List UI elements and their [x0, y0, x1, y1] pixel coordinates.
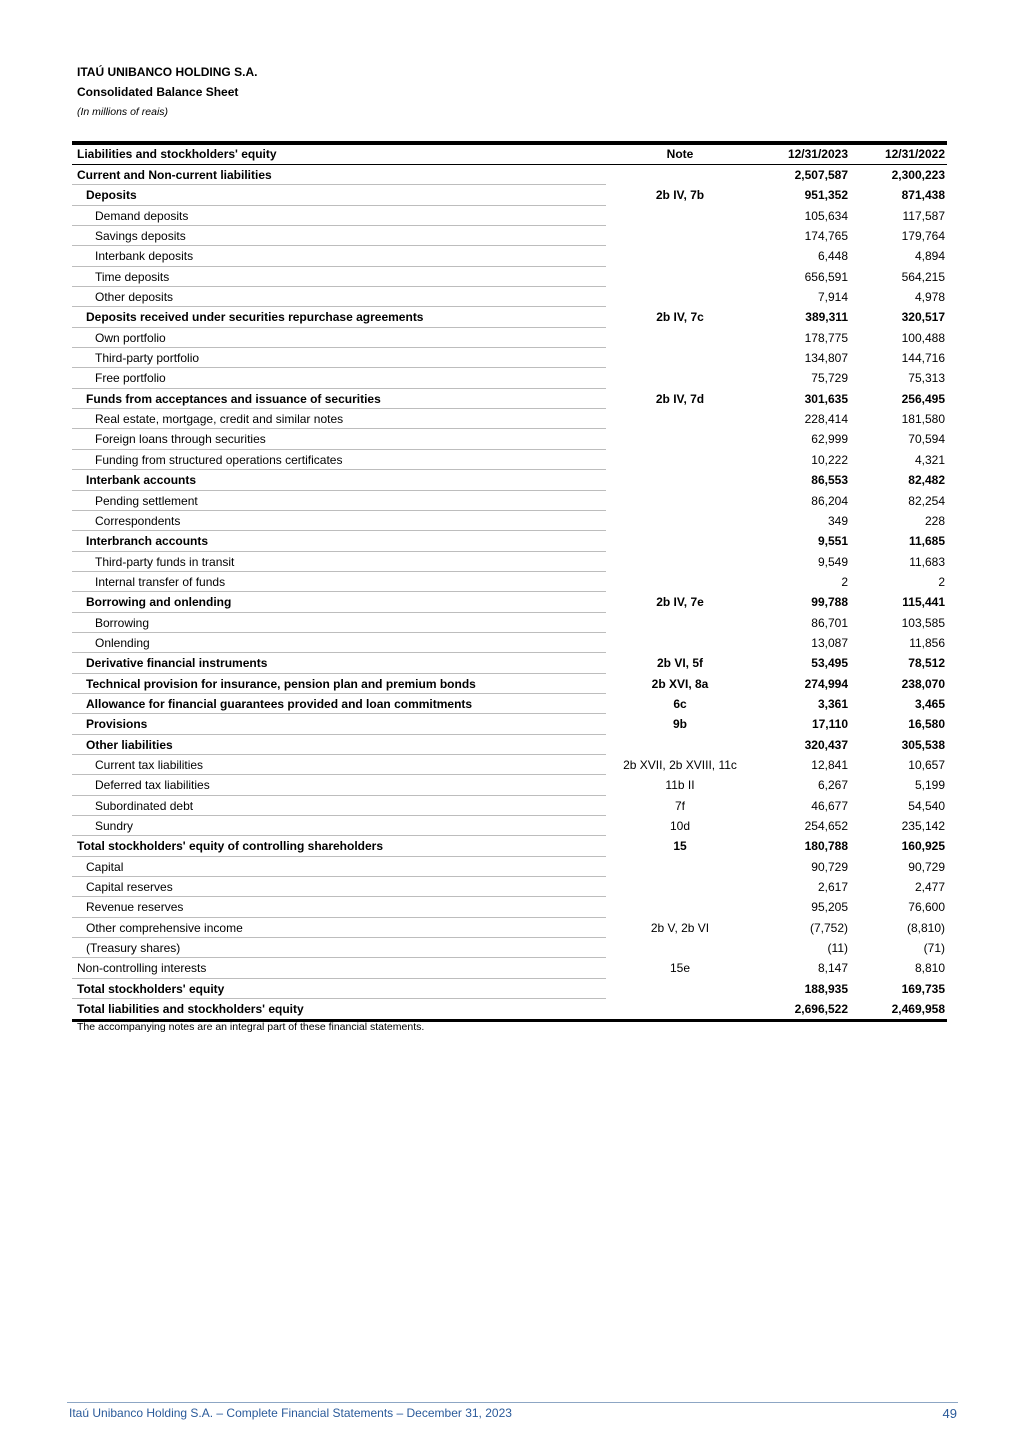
table-body — [72, 165, 947, 1019]
table-row — [72, 816, 947, 836]
row-value-2022: 228 — [924, 513, 945, 528]
row-label: Third-party portfolio — [72, 348, 606, 368]
row-value-2023: 95,205 — [811, 900, 848, 915]
row-label: Total stockholders' equity of controlling shareholders — [72, 836, 606, 856]
company-name: ITAÚ UNIBANCO HOLDING S.A. — [77, 65, 258, 79]
row-value-2023: 86,553 — [811, 473, 848, 488]
row-label: Borrowing and onlending — [72, 592, 606, 612]
table-row — [72, 267, 947, 287]
column-header-2022: 12/31/2022 — [884, 147, 945, 161]
row-value-2022: 2,469,958 — [891, 1002, 945, 1017]
row-label: Current and Non-current liabilities — [72, 165, 606, 185]
table-row — [72, 714, 947, 734]
row-note — [606, 226, 754, 246]
row-label: Interbank accounts — [72, 470, 606, 490]
row-label: Demand deposits — [72, 206, 606, 226]
table-row — [72, 389, 947, 409]
row-note: 2b VI, 5f — [656, 656, 703, 671]
table-row — [72, 857, 947, 877]
row-value-2022: 871,438 — [901, 188, 945, 203]
row-note — [606, 450, 754, 470]
row-label: (Treasury shares) — [72, 938, 606, 958]
row-value-2022: 144,716 — [901, 351, 945, 366]
row-value-2023: (11) — [827, 941, 848, 956]
table-row — [72, 775, 947, 795]
row-value-2022: 11,683 — [909, 554, 945, 569]
table-row — [72, 958, 947, 978]
row-value-2023: 53,495 — [811, 656, 848, 671]
row-value-2022: 3,465 — [914, 696, 945, 711]
row-note — [606, 165, 754, 185]
row-value-2023: 301,635 — [804, 391, 848, 406]
row-label: Provisions — [72, 714, 606, 734]
balance-sheet-table — [72, 141, 947, 1022]
row-label: Savings deposits — [72, 226, 606, 246]
row-value-2023: 75,729 — [811, 371, 848, 386]
row-value-2023: 8,147 — [817, 961, 848, 976]
row-note: 6c — [673, 696, 687, 711]
row-value-2023: 105,634 — [804, 208, 848, 223]
table-row — [72, 592, 947, 612]
row-note: 2b IV, 7c — [656, 310, 704, 325]
unit-note: (In millions of reais) — [77, 106, 169, 118]
row-value-2023: 656,591 — [804, 269, 848, 284]
row-note: 9b — [672, 717, 687, 732]
row-label: Deferred tax liabilities — [72, 775, 606, 795]
row-value-2023: 99,788 — [811, 595, 848, 610]
table-header — [72, 141, 947, 165]
row-note — [606, 267, 754, 287]
row-label: Derivative financial instruments — [72, 653, 606, 673]
row-value-2022: 103,585 — [901, 615, 945, 630]
row-label: Current tax liabilities — [72, 755, 606, 775]
row-value-2023: 86,204 — [811, 493, 848, 508]
row-value-2023: 274,994 — [804, 676, 848, 691]
row-value-2022: 179,764 — [901, 229, 945, 244]
table-row — [72, 897, 947, 917]
table-row — [72, 674, 947, 694]
row-label: Revenue reserves — [72, 897, 606, 917]
row-value-2023: 3,361 — [817, 696, 848, 711]
row-note — [606, 511, 754, 531]
row-value-2022: 117,587 — [902, 208, 945, 223]
row-label: Allowance for financial guarantees provided and loan commitments — [72, 694, 606, 714]
row-value-2022: 4,321 — [914, 452, 945, 467]
row-label: Time deposits — [72, 267, 606, 287]
table-row — [72, 938, 947, 958]
row-note: 15 — [673, 839, 687, 854]
row-value-2023: 188,935 — [804, 981, 848, 996]
row-label: Other deposits — [72, 287, 606, 307]
row-note — [606, 429, 754, 449]
row-value-2022: 90,729 — [908, 859, 945, 874]
row-value-2023: 17,110 — [811, 717, 848, 732]
row-value-2022: 181,580 — [901, 412, 945, 427]
row-value-2023: 2,617 — [817, 880, 848, 895]
column-header-2023: 12/31/2023 — [787, 147, 848, 161]
row-value-2022: 238,070 — [901, 676, 945, 691]
row-label: Subordinated debt — [72, 796, 606, 816]
row-label: Internal transfer of funds — [72, 572, 606, 592]
table-row — [72, 470, 947, 490]
statement-title: Consolidated Balance Sheet — [77, 85, 239, 99]
row-value-2022: 78,512 — [908, 656, 945, 671]
row-value-2023: 9,551 — [817, 534, 848, 549]
table-row — [72, 633, 947, 653]
table-row — [72, 653, 947, 673]
row-note — [606, 206, 754, 226]
row-label: Correspondents — [72, 511, 606, 531]
row-note — [606, 328, 754, 348]
row-value-2023: 349 — [827, 513, 848, 528]
table-row — [72, 185, 947, 205]
row-label: Onlending — [72, 633, 606, 653]
table-row — [72, 796, 947, 816]
row-note — [606, 633, 754, 653]
table-row — [72, 165, 947, 185]
row-label: Free portfolio — [72, 368, 606, 388]
row-label: Total liabilities and stockholders' equity — [77, 1002, 304, 1017]
table-row — [72, 979, 947, 999]
row-label: Funds from acceptances and issuance of securities — [72, 389, 606, 409]
row-label: Interbank deposits — [72, 246, 606, 266]
row-value-2022: 2 — [938, 574, 945, 589]
table-row — [72, 552, 947, 572]
row-value-2023: 228,414 — [804, 412, 848, 427]
footnote: The accompanying notes are an integral part of these financial statements. — [77, 1021, 425, 1033]
row-note — [606, 552, 754, 572]
table-row — [72, 348, 947, 368]
row-note: 15e — [669, 961, 691, 976]
row-label: Funding from structured operations certificates — [72, 450, 606, 470]
row-value-2023: 254,652 — [804, 819, 848, 833]
row-label: Other comprehensive income — [72, 918, 606, 938]
row-value-2022: 2,300,223 — [891, 168, 945, 182]
page-number: 49 — [942, 1406, 957, 1421]
row-note: 2b V, 2b VI — [650, 920, 710, 935]
row-value-2022: 115,441 — [902, 595, 945, 610]
row-value-2023: 320,437 — [804, 737, 848, 752]
row-note — [606, 735, 754, 755]
table-row — [72, 429, 947, 449]
footer-text: Itaú Unibanco Holding S.A. – Complete Financial Statements – December 31, 2023 — [69, 1406, 512, 1420]
table-row — [72, 735, 947, 755]
row-value-2022: 100,488 — [901, 330, 945, 345]
table-row — [72, 206, 947, 226]
row-value-2023: 6,448 — [817, 249, 848, 264]
row-value-2023: 2,507,587 — [794, 168, 848, 182]
row-value-2022: 82,482 — [908, 473, 945, 488]
row-value-2022: 256,495 — [901, 391, 945, 406]
table-row — [72, 999, 947, 1019]
row-value-2022: 160,925 — [901, 839, 945, 854]
row-note — [606, 531, 754, 551]
row-value-2022: 54,540 — [908, 798, 945, 813]
row-value-2022: 75,313 — [908, 371, 945, 386]
row-label: Capital reserves — [72, 877, 606, 897]
row-value-2023: 134,807 — [804, 351, 848, 366]
row-value-2023: 90,729 — [811, 859, 848, 874]
row-note: 2b XVI, 8a — [651, 676, 709, 691]
row-label: Non-controlling interests — [72, 958, 606, 978]
row-note — [606, 897, 754, 917]
row-value-2022: 4,894 — [914, 249, 945, 264]
table-row — [72, 531, 947, 551]
row-value-2022: (8,810) — [906, 920, 945, 935]
table-row — [72, 328, 947, 348]
row-note — [606, 613, 754, 633]
row-note: 10d — [669, 819, 691, 833]
row-label: Capital — [72, 857, 606, 877]
row-value-2022: 5,199 — [914, 778, 945, 793]
row-note: 2b XVII, 2b XVIII, 11c — [623, 757, 737, 772]
row-value-2022: 2,477 — [914, 880, 945, 895]
row-value-2023: 62,999 — [811, 432, 848, 447]
row-value-2023: 2,696,522 — [794, 1002, 848, 1017]
row-value-2023: (7,752) — [809, 920, 848, 935]
row-value-2023: 13,087 — [811, 635, 848, 650]
table-row — [72, 307, 947, 327]
row-note — [606, 979, 754, 999]
row-value-2023: 180,788 — [804, 839, 848, 854]
table-row — [72, 694, 947, 714]
row-value-2023: 951,352 — [804, 188, 848, 203]
row-label: Sundry — [72, 816, 606, 836]
row-value-2023: 12,841 — [811, 757, 848, 772]
row-label: Technical provision for insurance, pension plan and premium bonds — [72, 674, 606, 694]
row-value-2022: 4,978 — [914, 290, 945, 305]
row-value-2023: 178,775 — [804, 330, 848, 345]
row-value-2022: 11,856 — [909, 635, 945, 650]
row-note — [606, 287, 754, 307]
table-row — [72, 755, 947, 775]
row-note — [606, 409, 754, 429]
row-label: Other liabilities — [72, 735, 606, 755]
row-value-2022: 70,594 — [908, 432, 945, 447]
row-value-2023: 389,311 — [805, 310, 848, 325]
row-label: Deposits received under securities repurchase agreements — [72, 307, 606, 327]
row-value-2023: 7,914 — [817, 290, 848, 305]
row-value-2022: 564,215 — [901, 269, 945, 284]
row-note: 7f — [674, 798, 685, 813]
table-row — [72, 226, 947, 246]
row-value-2023: 6,267 — [817, 778, 848, 793]
row-note — [606, 246, 754, 266]
row-label: Total stockholders' equity — [72, 979, 606, 999]
row-value-2022: 320,517 — [901, 310, 945, 325]
row-value-2023: 86,701 — [811, 615, 848, 630]
row-label: Real estate, mortgage, credit and similar notes — [72, 409, 606, 429]
table-row — [72, 572, 947, 592]
row-note — [606, 348, 754, 368]
row-value-2022: 11,685 — [908, 534, 945, 549]
row-value-2022: 235,142 — [901, 819, 945, 833]
row-label: Pending settlement — [72, 491, 606, 511]
row-note — [606, 572, 754, 592]
row-value-2023: 174,765 — [804, 229, 848, 244]
row-value-2022: 82,254 — [908, 493, 945, 508]
table-row — [72, 491, 947, 511]
table-row — [72, 918, 947, 938]
row-note: 11b II — [665, 778, 695, 793]
row-label: Deposits — [72, 185, 606, 205]
column-header-label: Liabilities and stockholders' equity — [77, 147, 277, 161]
row-note — [606, 368, 754, 388]
row-note — [606, 938, 754, 958]
table-row — [72, 450, 947, 470]
table-row — [72, 511, 947, 531]
table-row — [72, 368, 947, 388]
column-header-note: Note — [666, 147, 694, 161]
footer-divider — [67, 1402, 958, 1403]
row-value-2023: 9,549 — [817, 554, 848, 569]
row-value-2022: 76,600 — [908, 900, 945, 915]
row-value-2022: 305,538 — [901, 737, 945, 752]
row-note: 2b IV, 7d — [655, 391, 705, 406]
row-value-2022: 16,580 — [908, 717, 945, 732]
row-label: Foreign loans through securities — [72, 429, 606, 449]
row-label: Interbranch accounts — [72, 531, 606, 551]
table-row — [72, 877, 947, 897]
row-value-2022: 10,657 — [908, 757, 945, 772]
row-note — [606, 491, 754, 511]
table-row — [72, 836, 947, 856]
row-note — [606, 470, 754, 490]
row-label: Own portfolio — [72, 328, 606, 348]
row-label: Borrowing — [72, 613, 606, 633]
row-note — [606, 877, 754, 897]
row-label: Third-party funds in transit — [72, 552, 606, 572]
table-row — [72, 613, 947, 633]
row-value-2022: (71) — [923, 941, 945, 956]
table-row — [72, 287, 947, 307]
row-note: 2b IV, 7b — [655, 188, 705, 203]
row-value-2023: 10,222 — [811, 452, 848, 467]
row-value-2023: 46,677 — [811, 798, 848, 813]
row-value-2022: 169,735 — [901, 981, 945, 996]
table-row — [72, 409, 947, 429]
table-row — [72, 246, 947, 266]
row-value-2022: 8,810 — [914, 961, 945, 976]
row-value-2023: 2 — [841, 574, 848, 589]
row-note — [606, 857, 754, 877]
row-note — [606, 999, 754, 1019]
row-note: 2b IV, 7e — [656, 595, 704, 610]
